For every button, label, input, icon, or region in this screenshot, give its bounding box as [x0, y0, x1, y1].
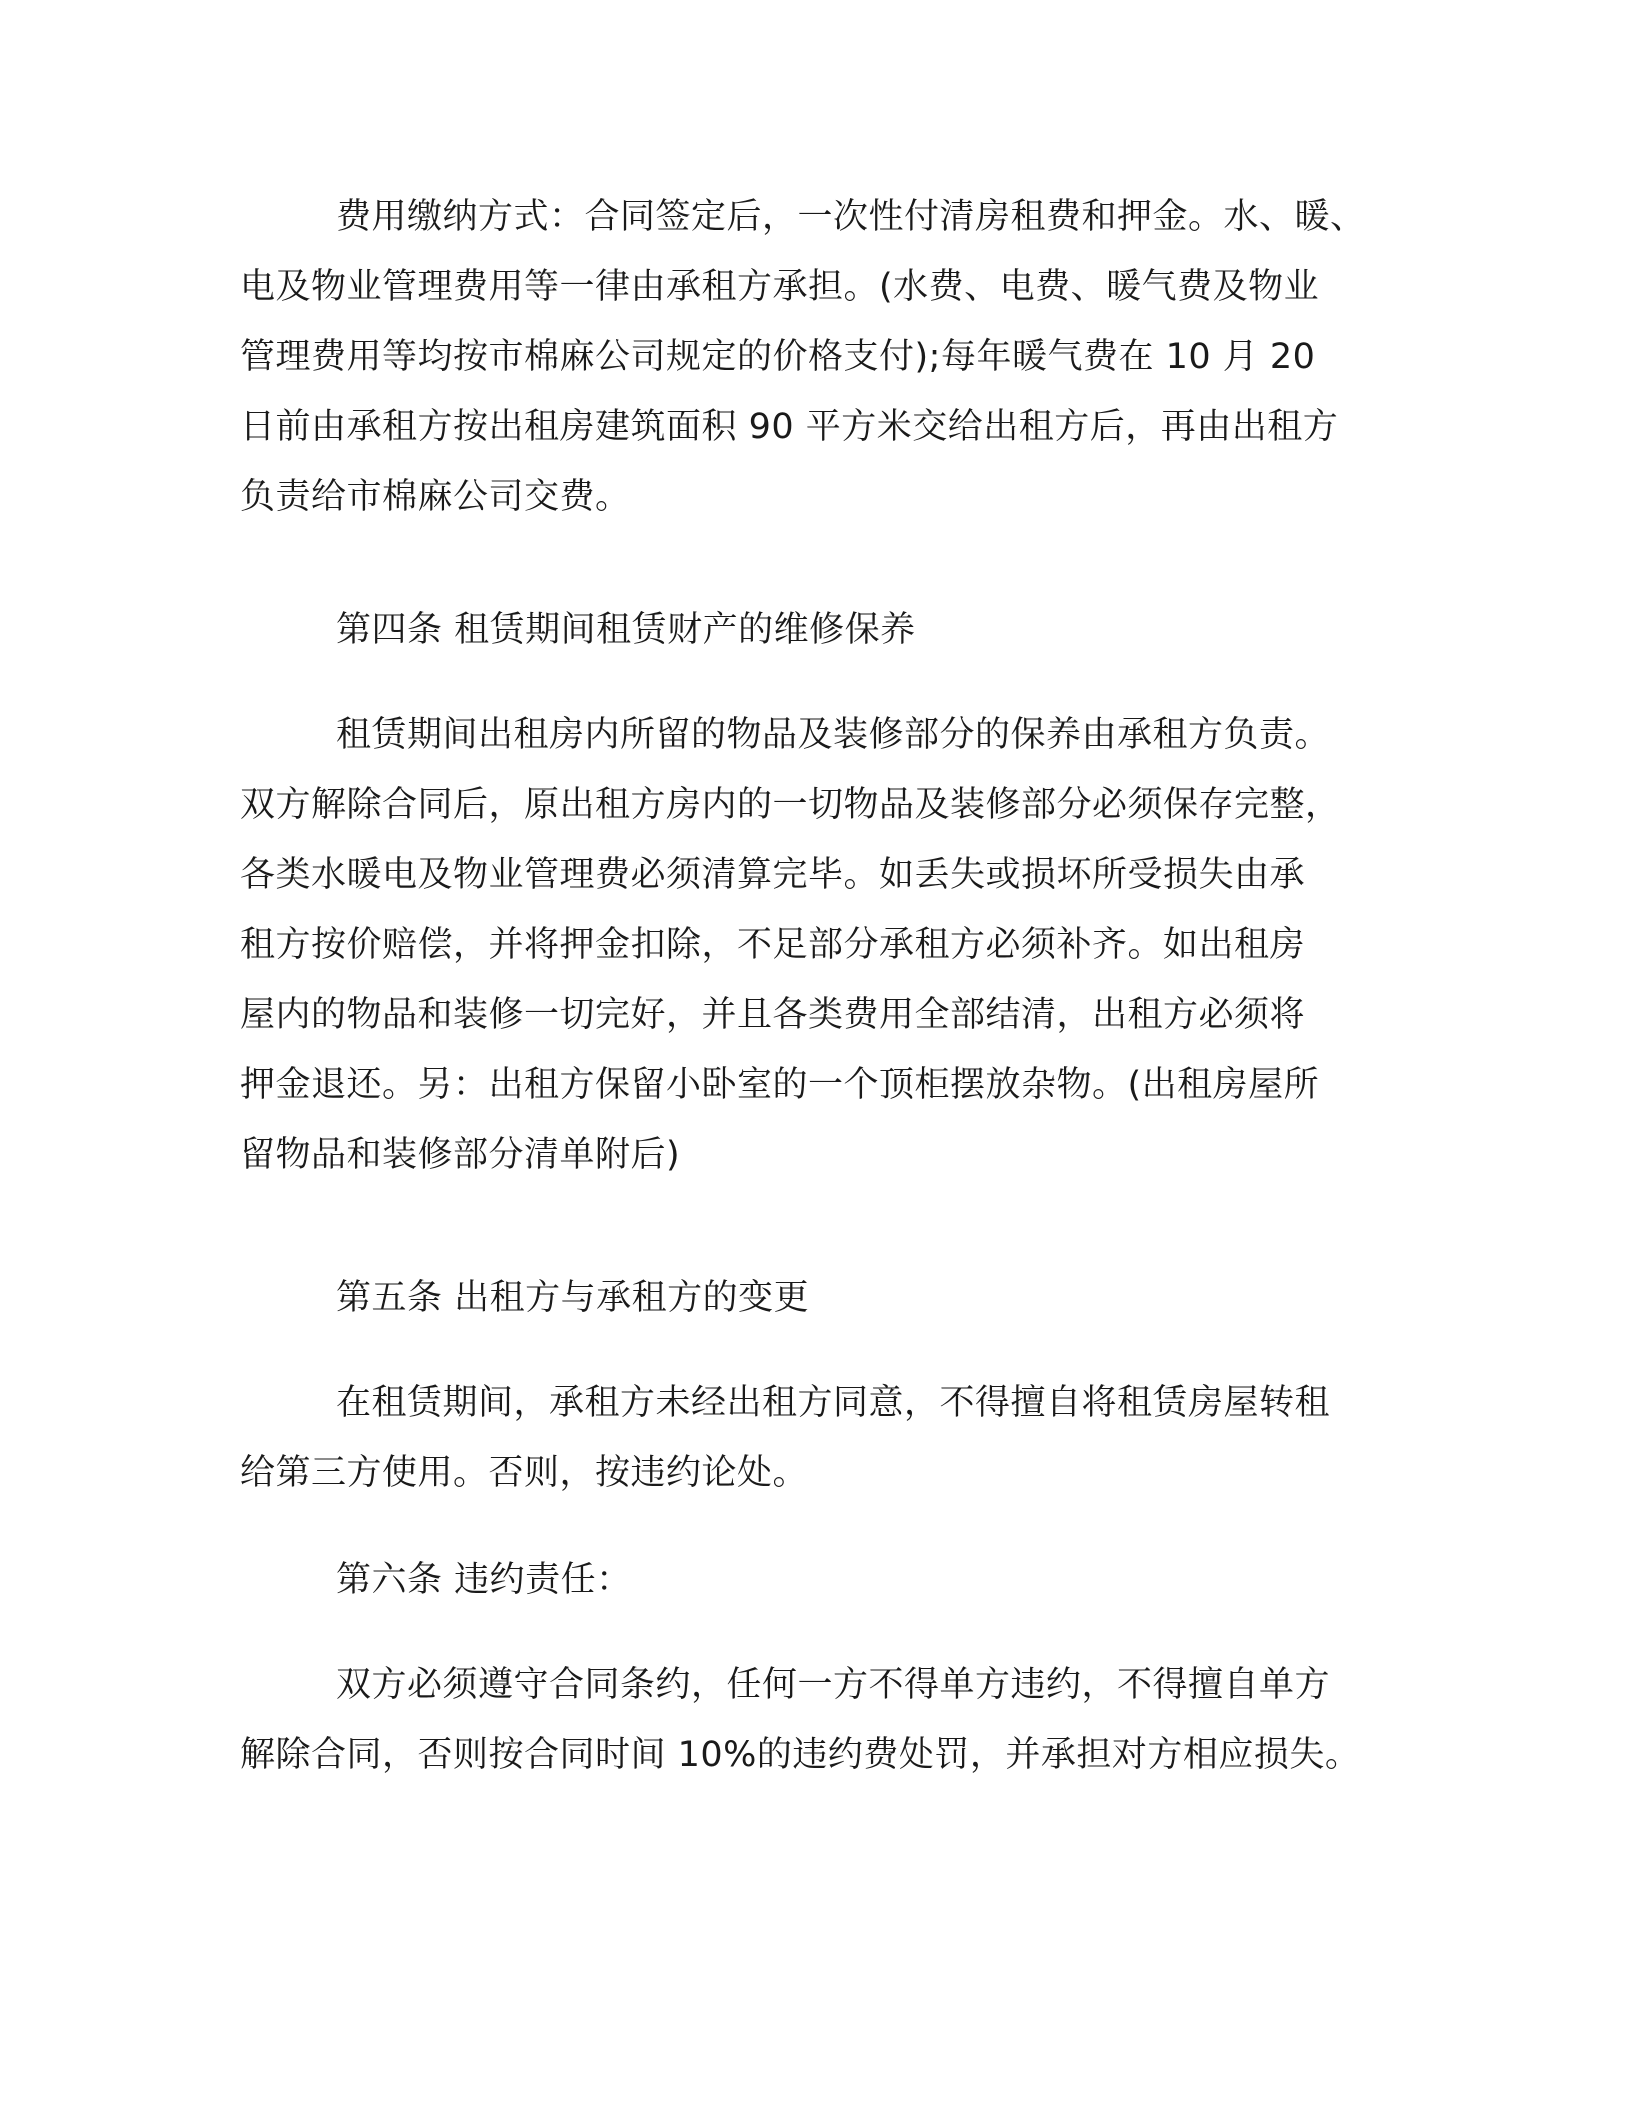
- article4-paragraph: [240, 700, 1390, 1190]
- paragraph-line: 给第三方使用。否则，按违约论处。: [240, 1453, 809, 1493]
- paragraph-line: 租赁期间出租房内所留的物品及装修部分的保养由承租方负责。: [336, 715, 1331, 755]
- paragraph-line: 日前由承租方按出租房建筑面积 90 平方米交给出租方后，再由出租方: [240, 407, 1339, 447]
- paragraph-line: 费用缴纳方式：合同签定后，一次性付清房租费和押金。水、暖、: [336, 197, 1366, 237]
- fee-paragraph: [240, 182, 1390, 532]
- paragraph-line: 双方必须遵守合同条约，任何一方不得单方违约，不得擅自单方: [336, 1665, 1331, 1705]
- paragraph-line: 电及物业管理费用等一律由承租方承担。(水费、电费、暖气费及物业: [240, 267, 1320, 307]
- article6-paragraph: [240, 1650, 1390, 1790]
- paragraph-line: 解除合同，否则按合同时间 10%的违约费处罚，并承担对方相应损失。: [240, 1735, 1361, 1775]
- paragraph-line: 各类水暖电及物业管理费必须清算完毕。如丢失或损坏所受损失由承: [240, 855, 1306, 895]
- article4-heading: 第四条 租赁期间租赁财产的维修保养: [336, 610, 916, 650]
- paragraph-line: 在租赁期间，承租方未经出租方同意，不得擅自将租赁房屋转租: [336, 1383, 1331, 1423]
- paragraph-line: 租方按价赔偿，并将押金扣除，不足部分承租方必须补齐。如出租房: [240, 925, 1306, 965]
- article5-heading: 第五条 出租方与承租方的变更: [336, 1278, 810, 1318]
- article6-heading: 第六条 违约责任：: [336, 1560, 632, 1600]
- paragraph-line: 留物品和装修部分清单附后): [240, 1135, 681, 1175]
- paragraph-line: 屋内的物品和装修一切完好，并且各类费用全部结清，出租方必须将: [240, 995, 1306, 1035]
- paragraph-line: 双方解除合同后，原出租方房内的一切物品及装修部分必须保存完整，: [240, 785, 1341, 825]
- paragraph-line: 押金退还。另：出租方保留小卧室的一个顶柜摆放杂物。(出租房屋所: [240, 1065, 1320, 1105]
- article5-paragraph: [240, 1368, 1390, 1508]
- paragraph-line: 管理费用等均按市棉麻公司规定的价格支付);每年暖气费在 10 月 20: [240, 337, 1316, 377]
- paragraph-line: 负责给市棉麻公司交费。: [240, 477, 631, 517]
